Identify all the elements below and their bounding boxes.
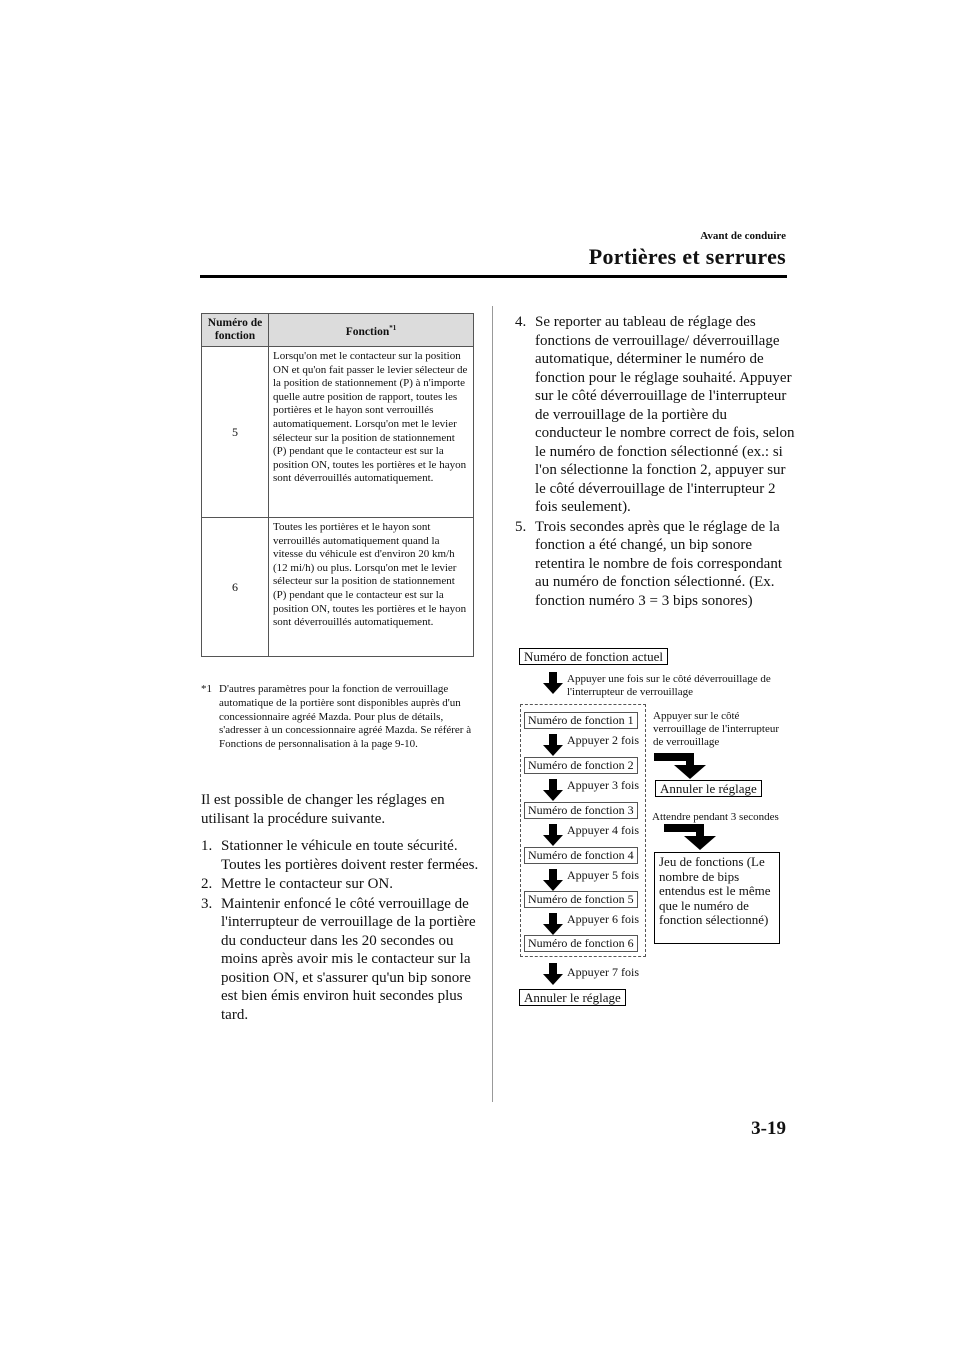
steps-list bbox=[201, 837, 491, 1024]
down-arrow-icon bbox=[543, 734, 563, 756]
step-text: Trois secondes après que le réglage de la fonction a été changé, un bip sonore retentira le nombre de fois correspondant au numéro de fonction sélectionné. (Ex. fonction numéro 3 = 3 bips sonores) bbox=[535, 518, 782, 609]
step-number: 1. bbox=[201, 838, 213, 854]
column-divider bbox=[492, 306, 493, 1102]
function-3-box: Numéro de fonction 3 bbox=[524, 802, 638, 819]
first-press-label: Appuyer une fois sur le côté déverrouillage de l'interrupteur de verrouillage bbox=[567, 673, 771, 698]
press-label: Appuyer 7 fois bbox=[567, 965, 639, 979]
function-2-box: Numéro de fonction 2 bbox=[524, 757, 638, 774]
page-title: Portières et serrures bbox=[588, 244, 786, 269]
table-row bbox=[202, 347, 474, 518]
press-label: Appuyer 5 fois bbox=[567, 868, 639, 882]
step-text: Stationner le véhicule en toute sécurité. Toutes les portières doivent rester fermées. bbox=[221, 838, 479, 873]
wait-label: Attendre pendant 3 secondes bbox=[652, 811, 779, 823]
footnote-mark: *1 bbox=[201, 683, 212, 695]
bent-arrow-icon bbox=[664, 824, 716, 850]
page-number: 3-19 bbox=[751, 1118, 786, 1139]
down-arrow-icon bbox=[543, 869, 563, 891]
press-label: Appuyer 4 fois bbox=[567, 823, 639, 837]
list-item bbox=[201, 837, 491, 874]
step-text: Maintenir enfoncé le côté verrouillage de l'interrupteur de verrouillage de la portière du conducteur dans les 20 secondes ou moins après avoir mis le contacteur sur la position ON, et s'assurer qu'un bip sonore est bien émis environ huit secondes plus tard. bbox=[221, 895, 476, 1023]
header-rule bbox=[200, 275, 787, 278]
function-table bbox=[201, 313, 474, 657]
press-label: Appuyer 6 fois bbox=[567, 912, 639, 926]
down-arrow-icon bbox=[543, 672, 563, 694]
function-description: Toutes les portières et le hayon sont verrouillés automatiquement quand la vitesse du véhicule est d'environ 20 km/h (12 mi/h) ou plus. Lorsqu'on met le levier sélecteur sur la position de stationnement (P) pendant que le contacteur est sur la position ON, toutes les portières et le hayon sont déverrouillés automatiquement. bbox=[269, 518, 474, 657]
list-item bbox=[201, 895, 491, 1025]
footnote-text: D'autres paramètres pour la fonction de verrouillage automatique de la portière sont disponibles auprès d'un concessionnaire agréé Mazda. Pour plus de détails, s'adresser à un concessionnaire agréé Mazda. Se référer à Fonctions de personnalisation à la page 9-10. bbox=[219, 683, 472, 751]
list-item bbox=[201, 875, 491, 894]
press-label: Appuyer 3 fois bbox=[567, 778, 639, 792]
cancel-setting-box: Annuler le réglage bbox=[519, 989, 626, 1006]
step-text: Se reporter au tableau de réglage des fonctions de verrouillage/ déverrouillage automatique, déterminer le numéro de fonction pour le réglage souhaité. Appuyer sur le côté déverrouillage de l'interrupteur de verrouillage de la portière du conducteur le nombre correct de fois, selon le numéro de fonction sélectionné (ex.: si l'on sélectionne la fonction 2, appuyer sur le côté déverrouillage de l'interrupteur 2 fois seulement). bbox=[535, 314, 795, 515]
down-arrow-icon bbox=[543, 913, 563, 935]
step-number: 4. bbox=[515, 314, 527, 330]
footnote-ref: *1 bbox=[389, 323, 397, 332]
function-6-box: Numéro de fonction 6 bbox=[524, 935, 638, 952]
step-number: 3. bbox=[201, 895, 213, 912]
press-label: Appuyer 2 fois bbox=[567, 733, 639, 747]
step-number: 5. bbox=[515, 518, 527, 535]
intro-paragraph: Il est possible de changer les réglages en utilisant la procédure suivante. bbox=[201, 792, 445, 827]
cancel-setting-box-right: Annuler le réglage bbox=[655, 780, 762, 797]
down-arrow-icon bbox=[543, 963, 563, 985]
table-row bbox=[202, 518, 474, 657]
section-label: Avant de conduire bbox=[700, 230, 786, 242]
current-function-box: Numéro de fonction actuel bbox=[519, 648, 668, 665]
function-1-box: Numéro de fonction 1 bbox=[524, 712, 638, 729]
step-text: Mettre le contacteur sur ON. bbox=[221, 876, 394, 892]
down-arrow-icon bbox=[543, 824, 563, 846]
step-number: 2. bbox=[201, 876, 213, 892]
list-item bbox=[515, 313, 795, 517]
function-5-box: Numéro de fonction 5 bbox=[524, 891, 638, 908]
steps-list-continued bbox=[515, 313, 795, 610]
lock-side-label: Appuyer sur le côté verrouillage de l'interrupteur de verrouillage bbox=[653, 710, 779, 748]
table-header-function bbox=[269, 314, 474, 347]
bent-arrow-icon bbox=[654, 753, 706, 779]
function-4-box: Numéro de fonction 4 bbox=[524, 847, 638, 864]
function-description: Lorsqu'on met le contacteur sur la position ON et qu'on fait passer le levier sélecteur de la position de stationnement (P) à n'importe quelle autre position de rapport, toutes les portières et le hayon sont verrouillés automatiquement. Lorsqu'on met le levier sélecteur sur la position de stationnement (P) pendant que le contacteur est sur la position ON, toutes les portières et le hayon sont déverrouillés automatiquement. bbox=[269, 347, 474, 518]
list-item bbox=[515, 518, 795, 611]
down-arrow-icon bbox=[543, 779, 563, 801]
result-box: Jeu de fonctions (Le nombre de bips entendus est le même que le numéro de fonction sélectionné) bbox=[654, 852, 780, 944]
table-header-function-label: Fonction bbox=[345, 325, 390, 338]
table-header-number: Numéro de fonction bbox=[202, 314, 269, 347]
footnote bbox=[201, 683, 476, 752]
function-number: 6 bbox=[202, 518, 269, 657]
function-number: 5 bbox=[202, 347, 269, 518]
